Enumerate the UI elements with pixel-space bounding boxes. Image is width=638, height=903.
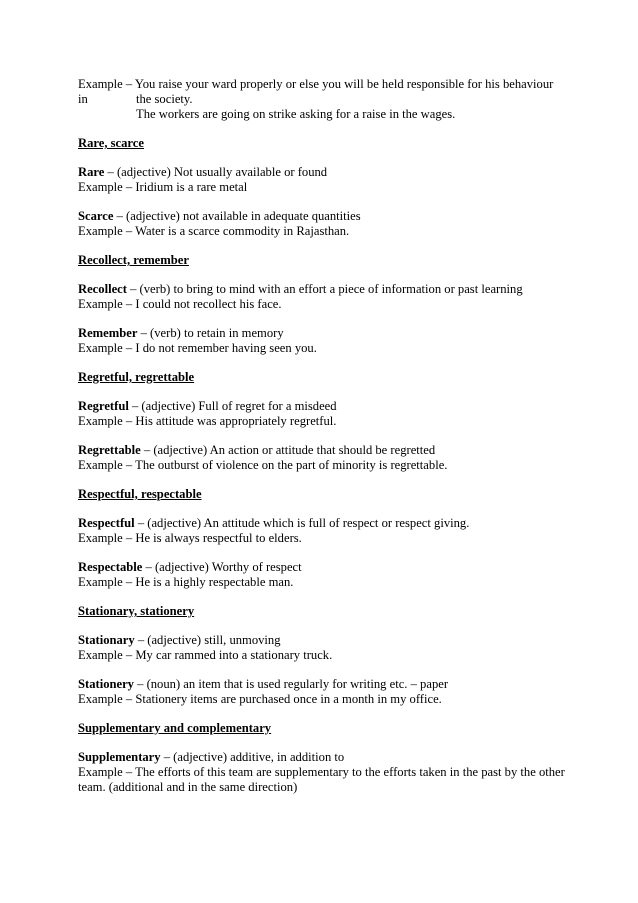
definition-regretful: Regretful – (adjective) Full of regret for a misdeed (78, 399, 337, 413)
example-supplementary-line-1: Example – The efforts of this team are supplementary to the efforts taken in the past by the other (78, 765, 565, 779)
term-regrettable: Regrettable (78, 443, 141, 457)
example-regretful: Example – His attitude was appropriately regretful. (78, 414, 337, 428)
definition-scarce: Scarce – (adjective) not available in adequate quantities (78, 209, 361, 223)
definition-recollect: Recollect – (verb) to bring to mind with an effort a piece of information or past learning (78, 282, 523, 296)
definition-rare: Rare – (adjective) Not usually available or found (78, 165, 328, 179)
term-respectful: Respectful (78, 516, 135, 530)
term-scarce: Scarce (78, 209, 114, 223)
example-respectable: Example – He is a highly respectable man. (78, 575, 294, 589)
example-respectful: Example – He is always respectful to elders. (78, 531, 302, 545)
definition-remember: Remember – (verb) to retain in memory (78, 326, 284, 340)
definition-stationary: Stationary – (adjective) still, unmoving (78, 633, 281, 647)
definition-supplementary: Supplementary – (adjective) additive, in addition to (78, 750, 345, 764)
heading-supplementary-complementary: Supplementary and complementary (78, 721, 272, 735)
example-scarce: Example – Water is a scarce commodity in Rajasthan. (78, 224, 350, 238)
term-stationary: Stationary (78, 633, 135, 647)
example-rare: Example – Iridium is a rare metal (78, 180, 248, 194)
heading-rare-scarce: Rare, scarce (78, 136, 144, 150)
term-respectable: Respectable (78, 560, 143, 574)
example-stationary: Example – My car rammed into a stationary truck. (78, 648, 333, 662)
intro-line-2-label: in (78, 92, 88, 106)
term-regretful: Regretful (78, 399, 129, 413)
definition-respectful: Respectful – (adjective) An attitude which is full of respect or respect giving. (78, 516, 470, 530)
document-page (78, 77, 578, 795)
example-regrettable: Example – The outburst of violence on the part of minority is regrettable. (78, 458, 448, 472)
term-recollect: Recollect (78, 282, 127, 296)
intro-line-2-text: the society. (136, 92, 193, 106)
term-remember: Remember (78, 326, 138, 340)
term-supplementary: Supplementary (78, 750, 161, 764)
heading-recollect-remember: Recollect, remember (78, 253, 189, 267)
example-stationery: Example – Stationery items are purchased once in a month in my office. (78, 692, 442, 706)
example-supplementary-line-2: team. (additional and in the same direction) (78, 780, 298, 794)
term-rare: Rare (78, 165, 105, 179)
intro-example-line-2 (78, 92, 578, 107)
intro-example-line-1: Example – You raise your ward properly or else you will be held responsible for his behaviour (78, 77, 554, 91)
intro-example-line-3: The workers are going on strike asking for a raise in the wages. (136, 107, 456, 121)
definition-regrettable: Regrettable – (adjective) An action or attitude that should be regretted (78, 443, 436, 457)
example-remember: Example – I do not remember having seen you. (78, 341, 317, 355)
term-stationery: Stationery (78, 677, 134, 691)
definition-stationery: Stationery – (noun) an item that is used regularly for writing etc. – paper (78, 677, 449, 691)
heading-stationary-stationery: Stationary, stationery (78, 604, 195, 618)
heading-regretful-regrettable: Regretful, regrettable (78, 370, 195, 384)
example-recollect: Example – I could not recollect his face. (78, 297, 282, 311)
heading-respectful-respectable: Respectful, respectable (78, 487, 202, 501)
definition-respectable: Respectable – (adjective) Worthy of respect (78, 560, 302, 574)
